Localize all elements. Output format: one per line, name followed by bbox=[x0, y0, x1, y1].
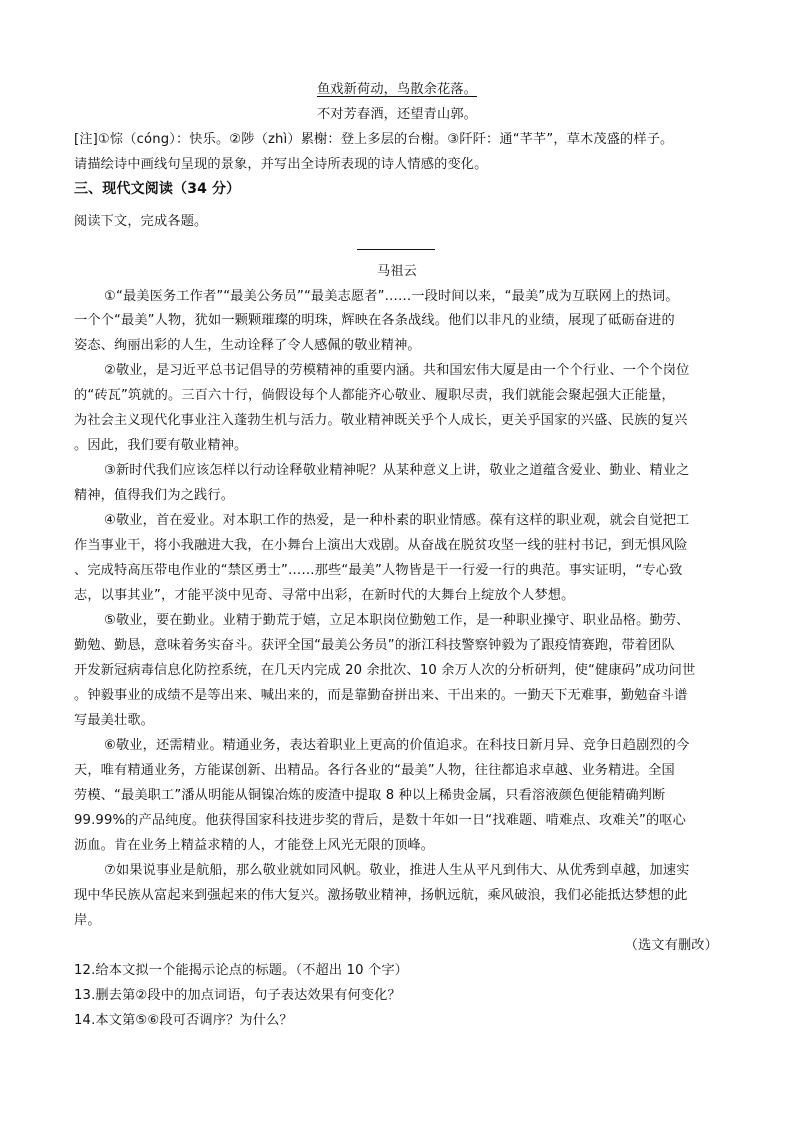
question-13: 13.删去第②段中的加点词语，句子表达效果有何变化？ bbox=[74, 988, 401, 1003]
article-line: 岸。 bbox=[74, 913, 101, 928]
article-line: 作当事业干，将小我融进大我，在小舞台上演出大戏剧。从奋战在脱贫攻坚一线的驻村书记，到无惧风险 bbox=[74, 538, 688, 553]
article-line: 沥血。肯在业务上精益求精的人，才能登上风光无限的顶峰。 bbox=[74, 838, 435, 853]
article-line: ③新时代我们应该怎样以行动诠释敬业精神呢？从某种意义上讲，敬业之道蕴含爱业、勤业、精业之 bbox=[104, 463, 690, 478]
article-line: 开发新冠病毒信息化防控系统，在几天内完成 20 余批次、10 余万人次的分析研判，使“健康码”成功问世 bbox=[74, 663, 696, 678]
article-line: 劳模、“最美职工”潘从明能从铜镍冶炼的废渣中提取 8 种以上稀贵金属，只看溶液颜色便能精确判断 bbox=[74, 788, 666, 803]
title-blank-line bbox=[357, 249, 435, 250]
article-line: 精神，值得我们为之践行。 bbox=[74, 488, 235, 503]
article-line: 勤勉、勤恳，意味着务实奋斗。获评全国“最美公务员”的浙江科技警察钟毅为了跟疫情赛跑，带着团队 bbox=[74, 638, 675, 653]
article-line: 、完成特高压带电作业的“禁区勇士”……那些“最美”人物皆是干一行爱一行的典范。事实证明，“专心致 bbox=[74, 563, 683, 578]
article-line: 一个个“最美”人物，犹如一颗颗璀璨的明珠，辉映在各条战线。他们以非凡的业绩，展现了砥砺奋进的 bbox=[74, 313, 675, 328]
question-14: 14.本文第⑤⑥段可否调序？为什么？ bbox=[74, 1013, 293, 1028]
article-line: 天，唯有精通业务，方能谋创新、出精品。各行各业的“最美”人物，往往都追求卓越、业务精进。全国 bbox=[74, 763, 675, 778]
article-line: 为社会主义现代化事业注入蓬勃生机与活力。敬业精神既关乎个人成长，更关乎国家的兴盛、民族的复兴 bbox=[74, 413, 688, 428]
poem-question: 请描绘诗中画线句呈现的景象，并写出全诗所表现的诗人情感的变化。 bbox=[74, 157, 488, 172]
article-line: ①“最美医务工作者”“最美公务员”“最美志愿者”……一段时间以来，“最美”成为互联网上的热词。 bbox=[104, 289, 679, 304]
source-note: （选文有删改） bbox=[624, 938, 718, 953]
section-heading: 三、现代文阅读（34 分） bbox=[74, 181, 241, 197]
article-line: 。钟毅事业的成绩不是等出来、喊出来的，而是靠勤奋拼出来、干出来的。一勤天下无难事，勤勉奋斗谱 bbox=[74, 688, 688, 703]
article-line: ⑤敬业，要在勤业。业精于勤荒于嬉，立足本职岗位勤勉工作，是一种职业操守、职业品格。勤劳、 bbox=[104, 613, 690, 628]
article-line: 志，以事其业”，才能平淡中见奇、寻常中出彩，在新时代的大舞台上绽放个人梦想。 bbox=[74, 588, 575, 603]
article-line: ②敬业，是习近平总书记倡导的劳模精神的重要内涵。共和国宏伟大厦是由一个个行业、一个个岗位 bbox=[104, 363, 690, 378]
article-author: 马祖云 bbox=[376, 264, 417, 279]
article-line: 写最美壮歌。 bbox=[74, 713, 155, 728]
article-line: 现中华民族从富起来到强起来的伟大复兴。激扬敬业精神，扬帆远航，乘风破浪，我们必能抵达梦想的此 bbox=[74, 888, 688, 903]
reading-instruction: 阅读下文，完成各题。 bbox=[74, 214, 208, 229]
question-12: 12.给本文拟一个能揭示论点的标题。（不超出 10 个字） bbox=[74, 963, 409, 978]
article-line: 。因此，我们要有敬业精神。 bbox=[74, 438, 248, 453]
article-line: 99.99%的产品纯度。他获得国家科技进步奖的背后，是数十年如一日“找难题、啃难点、攻难关”的呕心 bbox=[74, 813, 686, 828]
article-line: 姿态、绚丽出彩的人生，生动诠释了令人感佩的敬业精神。 bbox=[74, 338, 421, 353]
article-line: ⑥敬业，还需精业。精通业务，表达着职业上更高的价值追求。在科技日新月异、竞争日趋剧烈的今 bbox=[104, 738, 690, 753]
article-line: ⑦如果说事业是航船，那么敬业就如同风帆。敬业，推进人生从平凡到伟大、从优秀到卓越，加速实 bbox=[104, 863, 690, 878]
article-line: 的“砖瓦”筑就的。三百六十行，倘假设每个人都能齐心敬业、履职尽责，我们就能会聚起强大正能量， bbox=[74, 388, 675, 403]
poem-line-1: 鱼戏新荷动，鸟散余花落。 bbox=[316, 82, 478, 97]
poem-note: [注]①悰（cóng）：快乐。②陟（zhì）累榭：登上多层的台榭。③阡阡：通“芊芊”，草木茂盛的样子。 bbox=[74, 132, 674, 147]
article-line: ④敬业，首在爱业。对本职工作的热爱，是一种朴素的职业情感。葆有这样的职业观，就会自觉把工 bbox=[104, 513, 690, 528]
poem-line-2: 不对芳春酒，还望青山郭。 bbox=[316, 107, 478, 122]
